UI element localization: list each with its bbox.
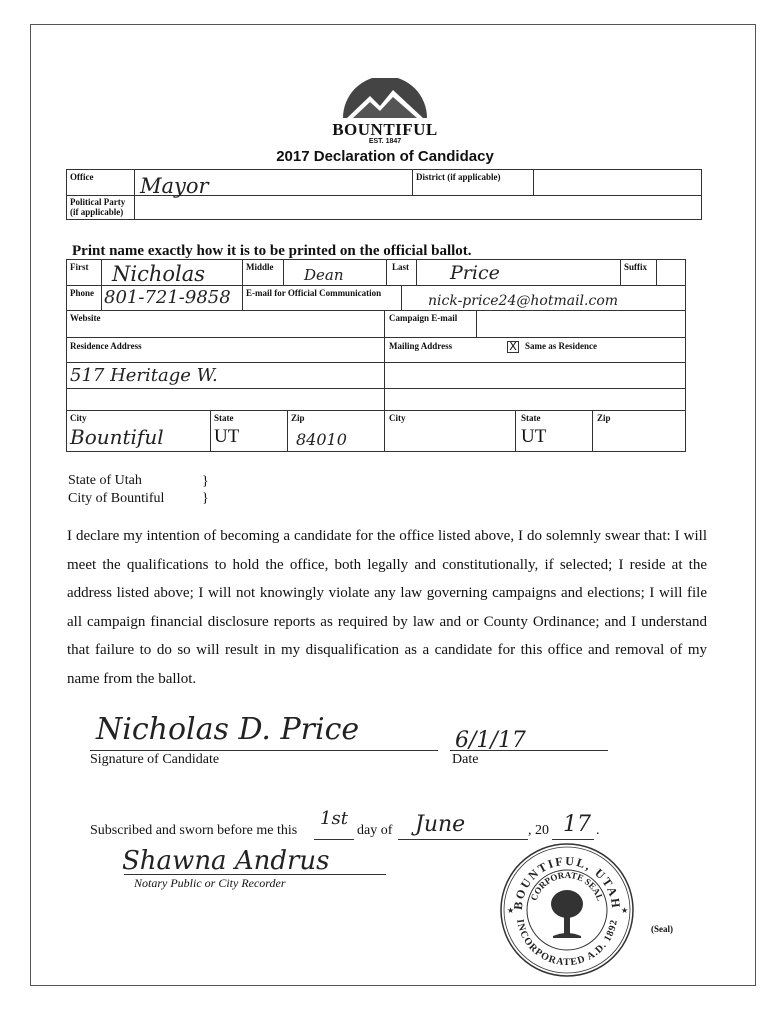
party-label: Political Party (if applicable) xyxy=(70,197,126,217)
office-field[interactable]: Mayor xyxy=(140,174,209,198)
seal-label: (Seal) xyxy=(651,924,673,934)
same-as-residence-label: Same as Residence xyxy=(525,341,597,351)
residence-address-field[interactable]: 517 Heritage W. xyxy=(70,365,218,386)
same-as-residence-checkbox[interactable]: X xyxy=(507,341,519,353)
mailing-zip-label: Zip xyxy=(597,413,611,423)
phone-label: Phone xyxy=(70,288,95,298)
residence-address-label: Residence Address xyxy=(70,341,142,351)
seal-tree-icon xyxy=(551,890,583,938)
campaign-email-label: Campaign E-mail xyxy=(389,313,458,323)
form-title: 2017 Declaration of Candidacy xyxy=(276,148,494,165)
seal-bottom-text: INCORPORATED A.D. 1892 xyxy=(514,918,620,968)
state-label: State xyxy=(214,413,234,423)
sworn-year-field[interactable]: 17 xyxy=(563,812,591,837)
sworn-day-field[interactable]: 1st xyxy=(320,808,348,829)
corporate-seal-icon xyxy=(497,840,637,980)
zip-label: Zip xyxy=(291,413,305,423)
middle-name-label: Middle xyxy=(246,262,274,272)
sworn-year-prefix: , 20 xyxy=(528,823,549,838)
zip-field[interactable]: 84010 xyxy=(296,430,347,449)
seal-corporate-text: CORPORATE SEAL xyxy=(528,869,606,902)
email-label: E-mail for Official Communication xyxy=(246,288,382,298)
venue-brace-1: } xyxy=(202,474,209,489)
first-name-label: First xyxy=(70,262,89,272)
candidate-signature[interactable]: Nicholas D. Price xyxy=(96,712,360,747)
last-name-label: Last xyxy=(392,262,410,272)
sworn-month-field[interactable]: June xyxy=(415,812,466,837)
venue-brace-2: } xyxy=(202,491,209,506)
sworn-period: . xyxy=(596,823,600,838)
brand-established: EST. 1847 xyxy=(368,138,402,145)
city-label: City xyxy=(70,413,87,423)
signature-label: Signature of Candidate xyxy=(90,752,220,767)
mailing-state-label: State xyxy=(521,413,541,423)
venue-city: City of Bountiful xyxy=(68,491,165,506)
sworn-prefix: Subscribed and sworn before me this xyxy=(90,823,298,838)
notary-label: Notary Public or City Recorder xyxy=(134,876,286,890)
mailing-city-label: City xyxy=(389,413,406,423)
seal-top-text: BOUNTIFUL, UTAH xyxy=(510,853,624,911)
suffix-label: Suffix xyxy=(624,262,648,272)
city-field[interactable]: Bountiful xyxy=(70,425,164,449)
date-field[interactable]: 6/1/17 xyxy=(455,728,526,753)
svg-text:★: ★ xyxy=(507,906,515,915)
website-label: Website xyxy=(70,313,101,323)
mailing-state-field[interactable]: UT xyxy=(521,426,547,447)
venue-state: State of Utah xyxy=(68,473,142,488)
district-label: District (if applicable) xyxy=(416,172,501,182)
phone-field[interactable]: 801-721-9858 xyxy=(104,287,231,308)
sworn-day-of: day of xyxy=(357,823,393,838)
brand-name: BOUNTIFUL xyxy=(332,120,438,139)
last-name-field[interactable]: Price xyxy=(450,262,500,284)
middle-name-field[interactable]: Dean xyxy=(304,266,344,284)
office-label: Office xyxy=(70,172,94,182)
declaration-text: I declare my intention of becoming a candidate for the office listed above, I do solemnly swear that: I will meet the qualifications to hold the office, both legally and constitutionally, if selected; I reside at the address listed above; I will not knowingly violate any law governing campaigns and elections; I will file all campaign financial disclosure reports as required by law and or County Ordinance; and I understand that failure to do so will result in my disqualification as a candidate for this office and removal of my name from the ballot. xyxy=(67,528,707,687)
notary-signature[interactable]: Shawna Andrus xyxy=(122,846,330,876)
print-name-note: Print name exactly how it is to be printed on the official ballot. xyxy=(72,243,472,259)
date-label: Date xyxy=(452,752,479,767)
email-field[interactable]: nick-price24@hotmail.com xyxy=(428,293,619,309)
state-field[interactable]: UT xyxy=(214,426,240,447)
mailing-address-label: Mailing Address xyxy=(389,341,453,351)
svg-text:★: ★ xyxy=(621,906,629,915)
first-name-field[interactable]: Nicholas xyxy=(112,262,206,286)
